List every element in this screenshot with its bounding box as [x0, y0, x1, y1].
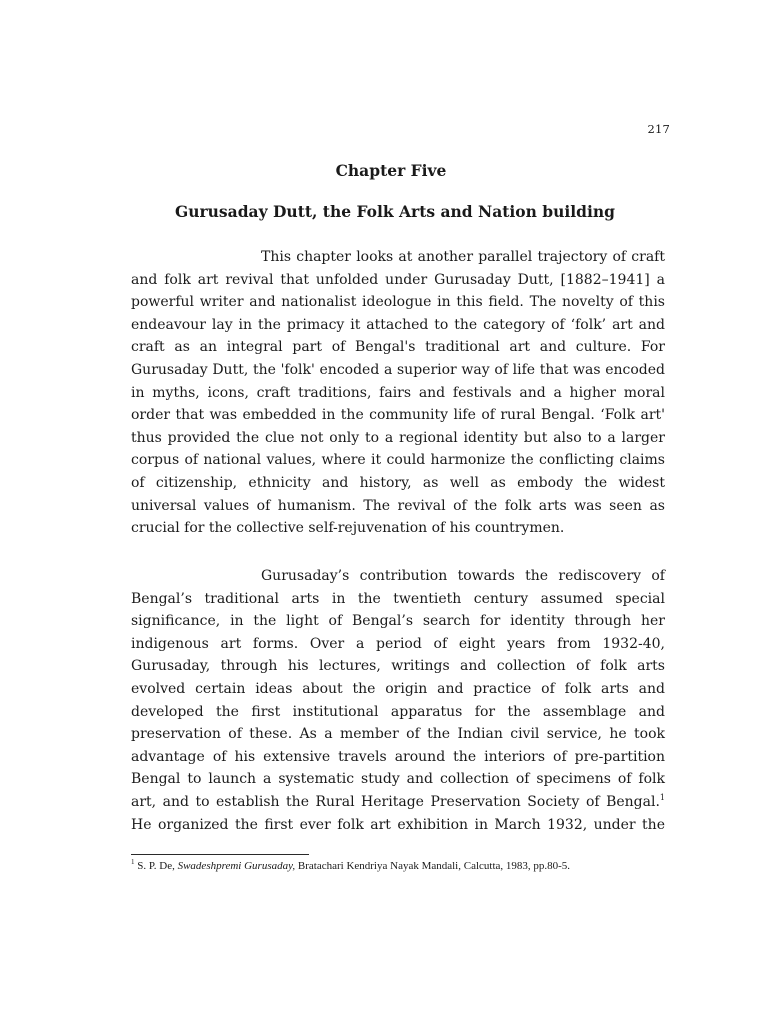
text-line-with-footnote	[131, 791, 665, 814]
chapter-title: Gurusaday Dutt, the Folk Arts and Nation building	[174, 202, 616, 221]
text-line: Bengal’s traditional arts in the twentieth century assumed special	[131, 590, 665, 607]
text-line: preservation of these. As a member of the Indian civil service, he took	[131, 726, 665, 743]
body-paragraph-1	[131, 246, 665, 540]
text-line: Bengal to launch a systematic study and collection of specimens of folk	[131, 771, 665, 788]
text-line: and folk art revival that unfolded under Gurusaday Dutt, [1882–1941] a	[131, 271, 665, 288]
text-line: developed the first institutional apparatus for the assemblage and	[131, 703, 665, 720]
footnote-marker: 1	[131, 858, 135, 866]
text-line: endeavour lay in the primacy it attached to the category of ‘folk’ art and	[131, 316, 665, 333]
text-line: corpus of national values, where it could harmonize the conflicting claims	[131, 452, 665, 469]
page-number: 217	[647, 122, 670, 136]
text-line: He organized the first ever folk art exhibition in March 1932, under the	[131, 816, 665, 833]
text-line: crucial for the collective self-rejuvenation of his countrymen.	[131, 520, 565, 537]
text-line: of citizenship, ethnicity and history, as well as embody the widest	[131, 474, 665, 491]
footnote-book-title: Swadeshpremi Gurusaday,	[177, 860, 296, 872]
text-line: Gurusaday, through his lectures, writings and collection of folk arts	[131, 658, 665, 675]
footnote-reference[interactable]: 1	[659, 792, 665, 802]
footnote	[131, 860, 691, 872]
text-line: powerful writer and nationalist ideologue in this field. The novelty of this	[131, 294, 665, 311]
chapter-label: Chapter Five	[335, 161, 447, 180]
text-line: significance, in the light of Bengal’s search for identity through her	[131, 613, 665, 630]
footnote-author: S. P. De,	[137, 860, 178, 872]
body-paragraph-2	[131, 565, 665, 836]
text-line: Gurusaday’s contribution towards the rediscovery of	[261, 568, 665, 584]
text-line-content: art, and to establish the Rural Heritage Preservation Society of Bengal.	[131, 793, 660, 810]
footnote-publication: Bratachari Kendriya Nayak Mandali, Calcutta, 1983, pp.80-5.	[295, 860, 571, 872]
text-line: in myths, icons, craft traditions, fairs and festivals and a higher moral	[131, 384, 665, 401]
text-line: indigenous art forms. Over a period of eight years from 1932-40,	[131, 635, 665, 652]
text-line: advantage of his extensive travels around the interiors of pre-partition	[131, 748, 665, 765]
text-line: thus provided the clue not only to a regional identity but also to a larger	[131, 429, 665, 446]
text-line: universal values of humanism. The revival of the folk arts was seen as	[131, 497, 665, 514]
text-line: Gurusaday Dutt, the 'folk' encoded a superior way of life that was encoded	[131, 361, 665, 378]
footnote-rule	[131, 854, 309, 855]
text-line: craft as an integral part of Bengal's traditional art and culture. For	[131, 339, 665, 356]
text-line: This chapter looks at another parallel trajectory of craft	[261, 249, 665, 265]
text-line: order that was embedded in the community life of rural Bengal. ‘Folk art'	[131, 407, 665, 424]
text-line: evolved certain ideas about the origin and practice of folk arts and	[131, 680, 665, 697]
